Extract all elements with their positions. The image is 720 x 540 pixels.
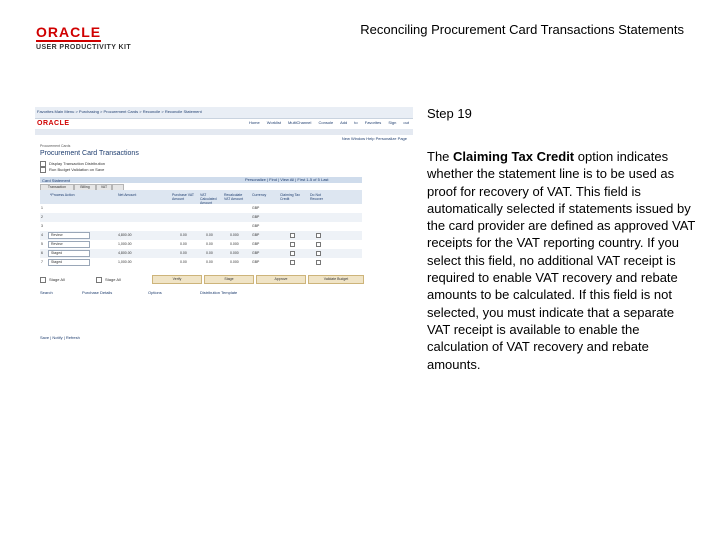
table-row: 7 Staged 1,000.00 0.00 0.00 0.000 GBP <box>40 258 362 267</box>
process-action-select: Staged <box>48 259 90 266</box>
checkbox-icon <box>96 277 102 283</box>
grid-navigation: Personalize | Find | View All | First 1-5 of 5 Last <box>245 177 329 182</box>
tab-vat: VAT <box>96 184 112 190</box>
do-not-recover-checkbox[interactable] <box>316 251 321 256</box>
grid-column-headers: *Process Action Net Amount Purchase VAT Amount VAT Calculated Amount Recalculate VAT Amount Currency Claiming Tax Credit Do Not Recover <box>40 190 362 204</box>
verify-button: Verify <box>152 275 202 284</box>
table-row: 5 Review 1,000.00 0.00 0.00 0.000 GBP <box>40 240 362 249</box>
table-row: 6 Staged 4,800.00 0.00 0.00 0.000 GBP <box>40 249 362 258</box>
table-row: 4 Review 4,800.00 0.00 0.00 0.000 GBP <box>40 231 362 240</box>
upk-label: USER PRODUCTIVITY KIT <box>36 44 132 51</box>
table-row: 1 GBP <box>41 206 260 210</box>
screenshot-page-title: Procurement Card Transactions <box>40 150 139 157</box>
screenshot-oracle-logo: ORACLE <box>37 120 70 127</box>
oracle-wordmark: ORACLE <box>36 24 102 40</box>
do-not-recover-checkbox[interactable] <box>316 242 321 247</box>
option-display-distribution: Display Transaction Distribution <box>40 161 105 167</box>
tab-billing: Billing <box>74 184 96 190</box>
screenshot-nav-bar <box>35 107 413 119</box>
do-not-recover-checkbox[interactable] <box>316 233 321 238</box>
screenshot-divider-bar <box>35 129 413 135</box>
approve-button: Approve <box>256 275 306 284</box>
save-notify-refresh-bar: Save | Notify | Refresh <box>40 335 80 340</box>
do-not-recover-checkbox[interactable] <box>316 260 321 265</box>
screenshot-top-menu: Home Worklist MultiChannel Console Add to Favorites Sign out <box>249 120 409 125</box>
oracle-upk-logo <box>36 24 154 51</box>
search-link: Search <box>40 290 53 295</box>
document-title: Reconciling Procurement Card Transactions Statements <box>360 22 684 37</box>
screenshot-subnav: New Window Help Personalize Page <box>341 136 407 141</box>
table-row: 2 GBP <box>40 213 362 222</box>
options-link: Options <box>148 290 162 295</box>
step-instructions: The Claiming Tax Credit option indicates whether the statement line is to be used as proof for recovery of VAT. This field is automatically selected if statements issued by the card provider are defined as approved VAT receipts for the VAT reporting country. If you select this field, no additional VAT receipt is required to enable VAT recovery and rebate amounts to be calculated. If this field is not selected, you must indicate that a separate VAT receipt is available to enable the calculation of VAT recovery and rebate amounts. <box>427 149 696 372</box>
field-name-emphasis: Claiming Tax Credit <box>453 149 575 164</box>
claiming-tax-credit-checkbox[interactable] <box>290 242 295 247</box>
stage-all-checkbox-2: Stage All <box>96 277 121 283</box>
claiming-tax-credit-checkbox[interactable] <box>290 233 295 238</box>
claiming-tax-credit-checkbox[interactable] <box>290 260 295 265</box>
stage-button: Stage <box>204 275 254 284</box>
process-action-select: Review <box>48 241 90 248</box>
process-action-select: Staged <box>48 250 90 257</box>
purchase-details-link: Purchase Details <box>82 290 113 295</box>
grid-header: Card Statement <box>40 177 362 183</box>
validate-budget-button: Validate Budget <box>308 275 364 284</box>
claiming-tax-credit-checkbox[interactable] <box>290 251 295 256</box>
screenshot-breadcrumbs: Favorites Main Menu > Purchasing > Procurement Cards > Reconcile > Reconcile Statement <box>37 109 202 114</box>
tab-transaction: Transaction <box>40 184 74 190</box>
option-budget-validation: Run Budget Validation on Save <box>40 167 104 173</box>
action-buttons-row <box>40 275 362 285</box>
step-heading: Step 19 <box>427 106 472 121</box>
stage-all-checkbox: Stage All <box>40 277 65 283</box>
process-action-select: Review <box>48 232 90 239</box>
screenshot-section-label: Procurement Cards <box>40 144 71 148</box>
checkbox-icon <box>40 167 46 173</box>
checkbox-icon <box>40 277 46 283</box>
table-row: 3 GBP <box>41 224 260 228</box>
distribution-template-link: Distribution Template <box>200 290 238 295</box>
application-screenshot <box>35 103 413 348</box>
